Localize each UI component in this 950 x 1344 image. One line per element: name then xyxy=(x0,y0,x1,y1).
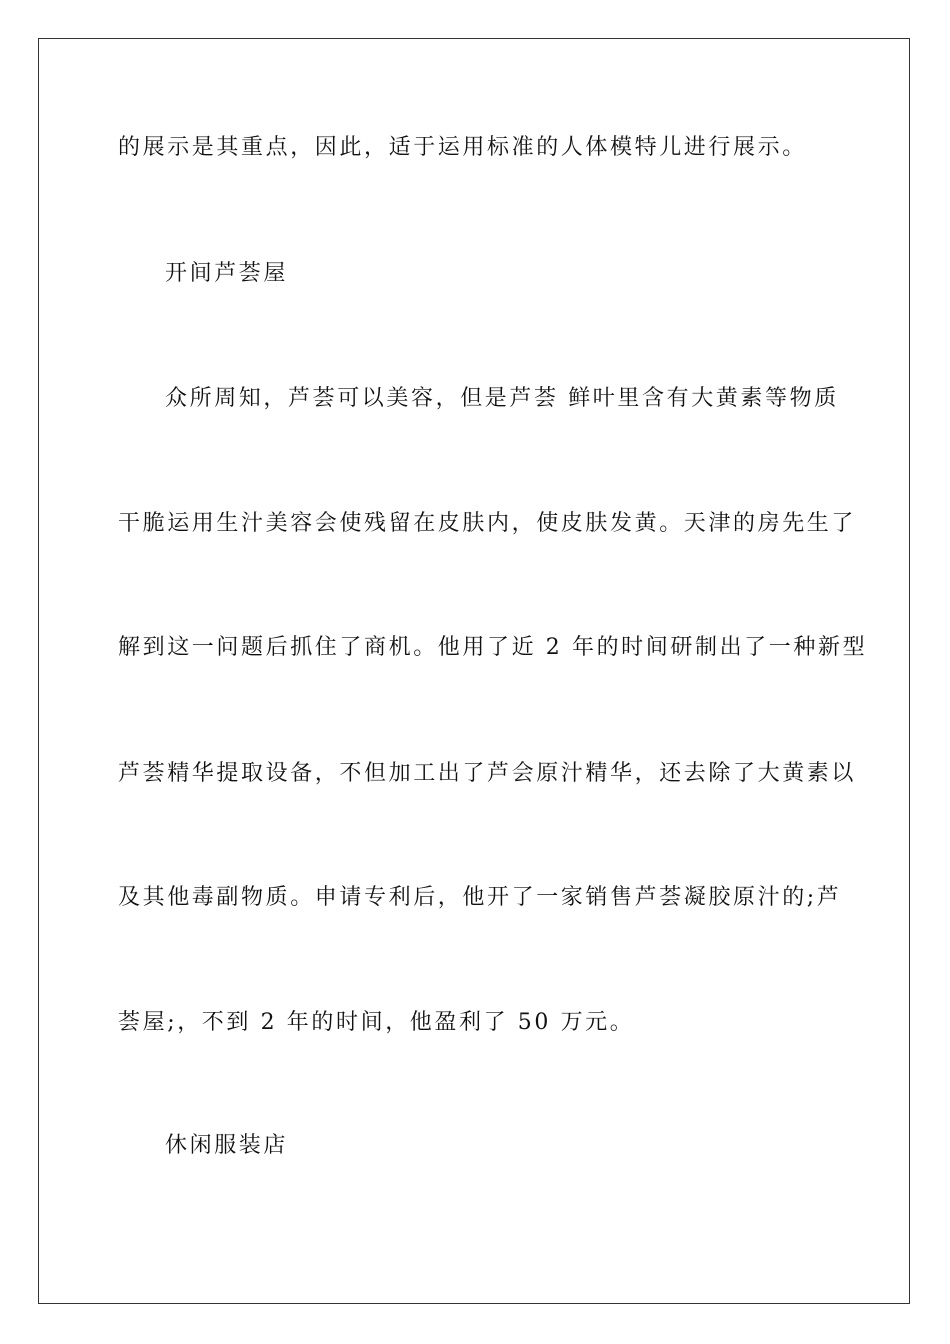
body-text-line: 及其他毒副物质。申请专利后，他开了一家销售芦荟凝胶原汁的;芦 xyxy=(118,885,842,910)
body-text-line: 解到这一问题后抓住了商机。他用了近 2 年的时间研制出了一种新型 xyxy=(118,635,868,660)
section-heading: 开间芦荟屋 xyxy=(165,261,289,286)
page-frame xyxy=(38,38,910,1304)
paragraph-first-line: 众所周知，芦荟可以美容，但是芦荟 鲜叶里含有大黄素等物质 xyxy=(165,386,839,411)
body-text-line: 的展示是其重点，因此，适于运用标准的人体模特儿进行展示。 xyxy=(118,135,807,160)
body-text-line: 干脆运用生汁美容会使残留在皮肤内，使皮肤发黄。天津的房先生了 xyxy=(118,511,857,536)
body-text-line: 芦荟精华提取设备，不但加工出了芦会原汁精华，还去除了大黄素以 xyxy=(118,761,857,786)
body-text-line: 荟屋;，不到 2 年的时间，他盈利了 50 万元。 xyxy=(118,1010,635,1035)
section-heading: 休闲服装店 xyxy=(165,1133,289,1158)
